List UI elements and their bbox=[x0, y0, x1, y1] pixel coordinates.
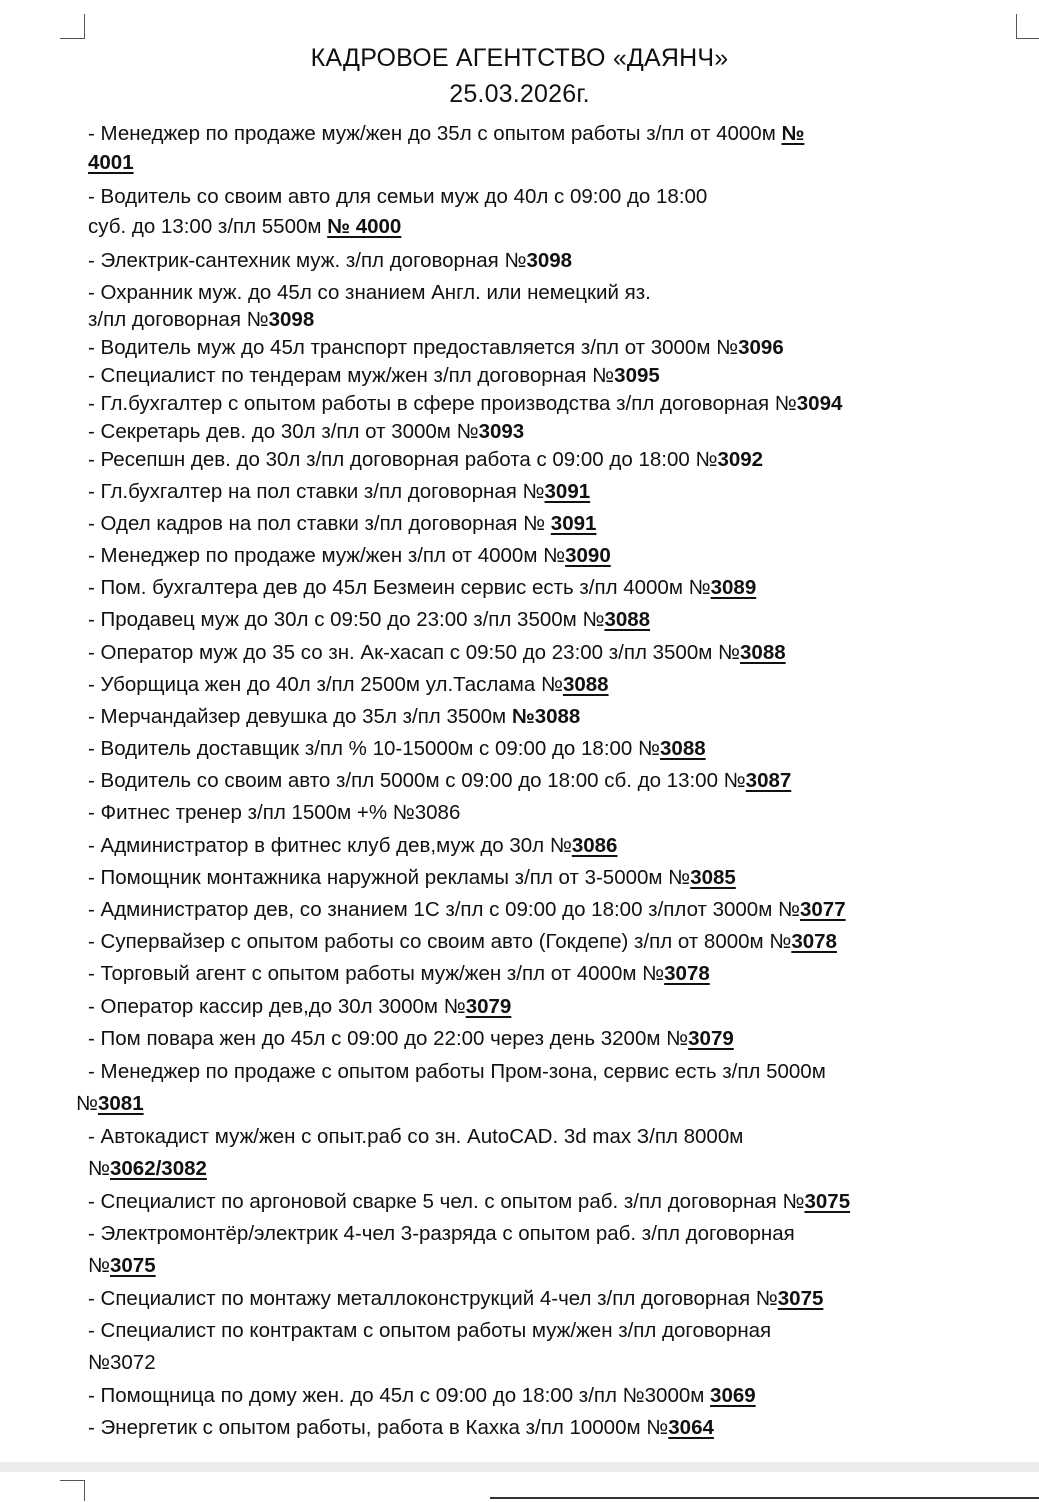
vacancy-line-continued: суб. до 13:00 з/пл 5500м № 4000 bbox=[88, 215, 402, 238]
vacancy-line: - Пом повара жен до 45л с 09:00 до 22:00 через день 3200м №3079 bbox=[88, 1027, 734, 1050]
vacancy-line-continued: №3062/3082 bbox=[88, 1157, 207, 1180]
vacancy-number: 3093 bbox=[478, 420, 525, 443]
vacancy-number: 3086 bbox=[571, 834, 618, 857]
vacancy-line: - Электромонтёр/электрик 4-чел 3-разряда с опытом раб. з/пл договорная bbox=[88, 1222, 795, 1245]
vacancy-line: - Администратор дев, со знанием 1С з/пл с 09:00 до 18:00 з/плот 3000м №3077 bbox=[88, 898, 846, 921]
vacancy-line: - Торговый агент с опытом работы муж/жен з/пл от 4000м №3078 bbox=[88, 962, 710, 985]
vacancy-line: - Продавец муж до 30л с 09:50 до 23:00 з/пл 3500м №3088 bbox=[88, 608, 651, 631]
document-date: 25.03.2026г. bbox=[449, 80, 590, 108]
vacancy-line: - Помощник монтажника наружной рекламы з/пл от 3-5000м №3085 bbox=[88, 866, 736, 889]
vacancy-line: - Водитель муж до 45л транспорт предоставляется з/пл от 3000м №3096 bbox=[88, 336, 784, 359]
vacancy-number: № 4000 bbox=[327, 215, 402, 238]
vacancy-number: 3098 bbox=[268, 308, 315, 331]
vacancy-line-continued: №3075 bbox=[88, 1254, 156, 1277]
vacancy-number: 3062/3082 bbox=[110, 1157, 207, 1180]
vacancy-line-continued: №3081 bbox=[76, 1092, 144, 1115]
vacancy-number: 3085 bbox=[690, 866, 736, 889]
vacancy-number: 3091 bbox=[550, 512, 597, 535]
vacancy-line: - Фитнес тренер з/пл 1500м +% №3086 bbox=[88, 801, 461, 824]
vacancy-number: 3095 bbox=[614, 364, 660, 387]
vacancy-number: 3077 bbox=[800, 898, 846, 921]
vacancy-number: 3088 bbox=[740, 641, 786, 664]
page-corner-mark bbox=[60, 1480, 85, 1501]
vacancy-line: - Оператор кассир дев,до 30л 3000м №3079 bbox=[88, 995, 512, 1018]
vacancy-number: 3081 bbox=[98, 1092, 144, 1115]
vacancy-line: - Уборщица жен до 40л з/пл 2500м ул.Таслама №3088 bbox=[88, 673, 609, 696]
vacancy-line: - Водитель доставщик з/пл % 10-15000м с 09:00 до 18:00 №3088 bbox=[88, 737, 706, 760]
vacancy-number: 3075 bbox=[110, 1254, 156, 1277]
vacancy-number: №3088 bbox=[511, 705, 581, 728]
vacancy-line-continued: з/пл договорная №3098 bbox=[88, 308, 315, 331]
vacancy-number: № bbox=[781, 122, 805, 145]
document-title: КАДРОВОЕ АГЕНТСТВО «ДАЯНЧ» bbox=[310, 44, 729, 72]
vacancy-number: 3075 bbox=[804, 1190, 851, 1213]
vacancy-line: - Супервайзер с опытом работы со своим авто (Гокдепе) з/пл от 8000м №3078 bbox=[88, 930, 837, 953]
vacancy-line: - Специалист по тендерам муж/жен з/пл договорная №3095 bbox=[88, 364, 660, 387]
vacancy-line: - Пом. бухгалтера дев до 45л Безмеин сервис есть з/пл 4000м №3089 bbox=[88, 576, 757, 599]
vacancy-number: 3078 bbox=[664, 962, 710, 985]
vacancy-line: - Одел кадров на пол ставки з/пл договорная № 3091 bbox=[88, 512, 597, 535]
vacancy-line: - Секретарь дев. до 30л з/пл от 3000м №3093 bbox=[88, 420, 525, 443]
page-corner-mark bbox=[60, 14, 85, 39]
vacancy-number: 3094 bbox=[796, 392, 843, 415]
vacancy-line: - Менеджер по продаже муж/жен з/пл от 4000м №3090 bbox=[88, 544, 611, 567]
vacancy-line: - Энергетик с опытом работы, работа в Кахка з/пл 10000м №3064 bbox=[88, 1416, 714, 1439]
vacancy-line: - Гл.бухгалтер с опытом работы в сфере производства з/пл договорная №3094 bbox=[88, 392, 843, 415]
vacancy-line: - Специалист по контрактам с опытом работы муж/жен з/пл договорная bbox=[88, 1319, 772, 1342]
vacancy-number: 3064 bbox=[668, 1416, 714, 1439]
vacancy-number: 3069 bbox=[710, 1384, 756, 1407]
vacancy-number: 3079 bbox=[688, 1027, 734, 1050]
vacancy-number: 3088 bbox=[562, 673, 609, 696]
page-separator bbox=[0, 1462, 1039, 1472]
vacancy-line: - Мерчандайзер девушка до 35л з/пл 3500м №3088 bbox=[88, 705, 581, 728]
vacancy-line-continued bbox=[88, 150, 134, 176]
vacancy-line: - Специалист по монтажу металлоконструкций 4-чел з/пл договорная №3075 bbox=[88, 1287, 824, 1310]
vacancy-line: - Менеджер по продаже с опытом работы Пром-зона, сервис есть з/пл 5000м bbox=[88, 1060, 826, 1083]
vacancy-number: 4001 bbox=[88, 151, 134, 174]
vacancy-number: 3088 bbox=[604, 608, 651, 631]
vacancy-line: - Водитель со своим авто для семьи муж до 40л с 09:00 до 18:00 bbox=[88, 185, 708, 208]
vacancy-line: - Оператор муж до 35 со зн. Ак-хасап с 09:50 до 23:00 з/пл 3500м №3088 bbox=[88, 641, 786, 664]
vacancy-line-continued: №3072 bbox=[88, 1351, 156, 1374]
vacancy-line: - Автокадист муж/жен с опыт.раб со зн. AutoCAD. 3d max З/пл 8000м bbox=[88, 1125, 744, 1148]
vacancy-number: 3096 bbox=[738, 336, 784, 359]
vacancy-line: - Ресепшн дев. до 30л з/пл договорная работа с 09:00 до 18:00 №3092 bbox=[88, 448, 764, 471]
vacancy-number: 3091 bbox=[544, 480, 591, 503]
vacancy-number: 3098 bbox=[526, 249, 573, 272]
vacancy-number: 3088 bbox=[660, 737, 706, 760]
vacancy-number: 3078 bbox=[791, 930, 837, 953]
vacancy-line: - Администратор в фитнес клуб дев,муж до 30л №3086 bbox=[88, 834, 618, 857]
vacancy-line: - Специалист по аргоновой сварке 5 чел. с опытом раб. з/пл договорная №3075 bbox=[88, 1190, 851, 1213]
vacancy-number: 3075 bbox=[777, 1287, 824, 1310]
vacancy-number: 3087 bbox=[745, 769, 792, 792]
page-corner-mark bbox=[1016, 14, 1039, 39]
vacancy-line: - Менеджер по продаже муж/жен до 35л с опытом работы з/пл от 4000м № bbox=[88, 122, 805, 145]
vacancy-number: 3089 bbox=[710, 576, 757, 599]
vacancy-number: 3079 bbox=[465, 995, 512, 1018]
vacancy-line: - Электрик-сантехник муж. з/пл договорная №3098 bbox=[88, 249, 573, 272]
vacancy-number: 3092 bbox=[717, 448, 764, 471]
vacancy-line: - Охранник муж. до 45л со знанием Англ. или немецкий яз. bbox=[88, 281, 651, 304]
vacancy-line: - Гл.бухгалтер на пол ставки з/пл договорная №3091 bbox=[88, 480, 591, 503]
vacancy-line: - Помощница по дому жен. до 45л с 09:00 до 18:00 з/пл №3000м 3069 bbox=[88, 1384, 756, 1407]
vacancy-number: 3090 bbox=[565, 544, 611, 567]
vacancy-line: - Водитель со своим авто з/пл 5000м с 09:00 до 18:00 сб. до 13:00 №3087 bbox=[88, 769, 792, 792]
